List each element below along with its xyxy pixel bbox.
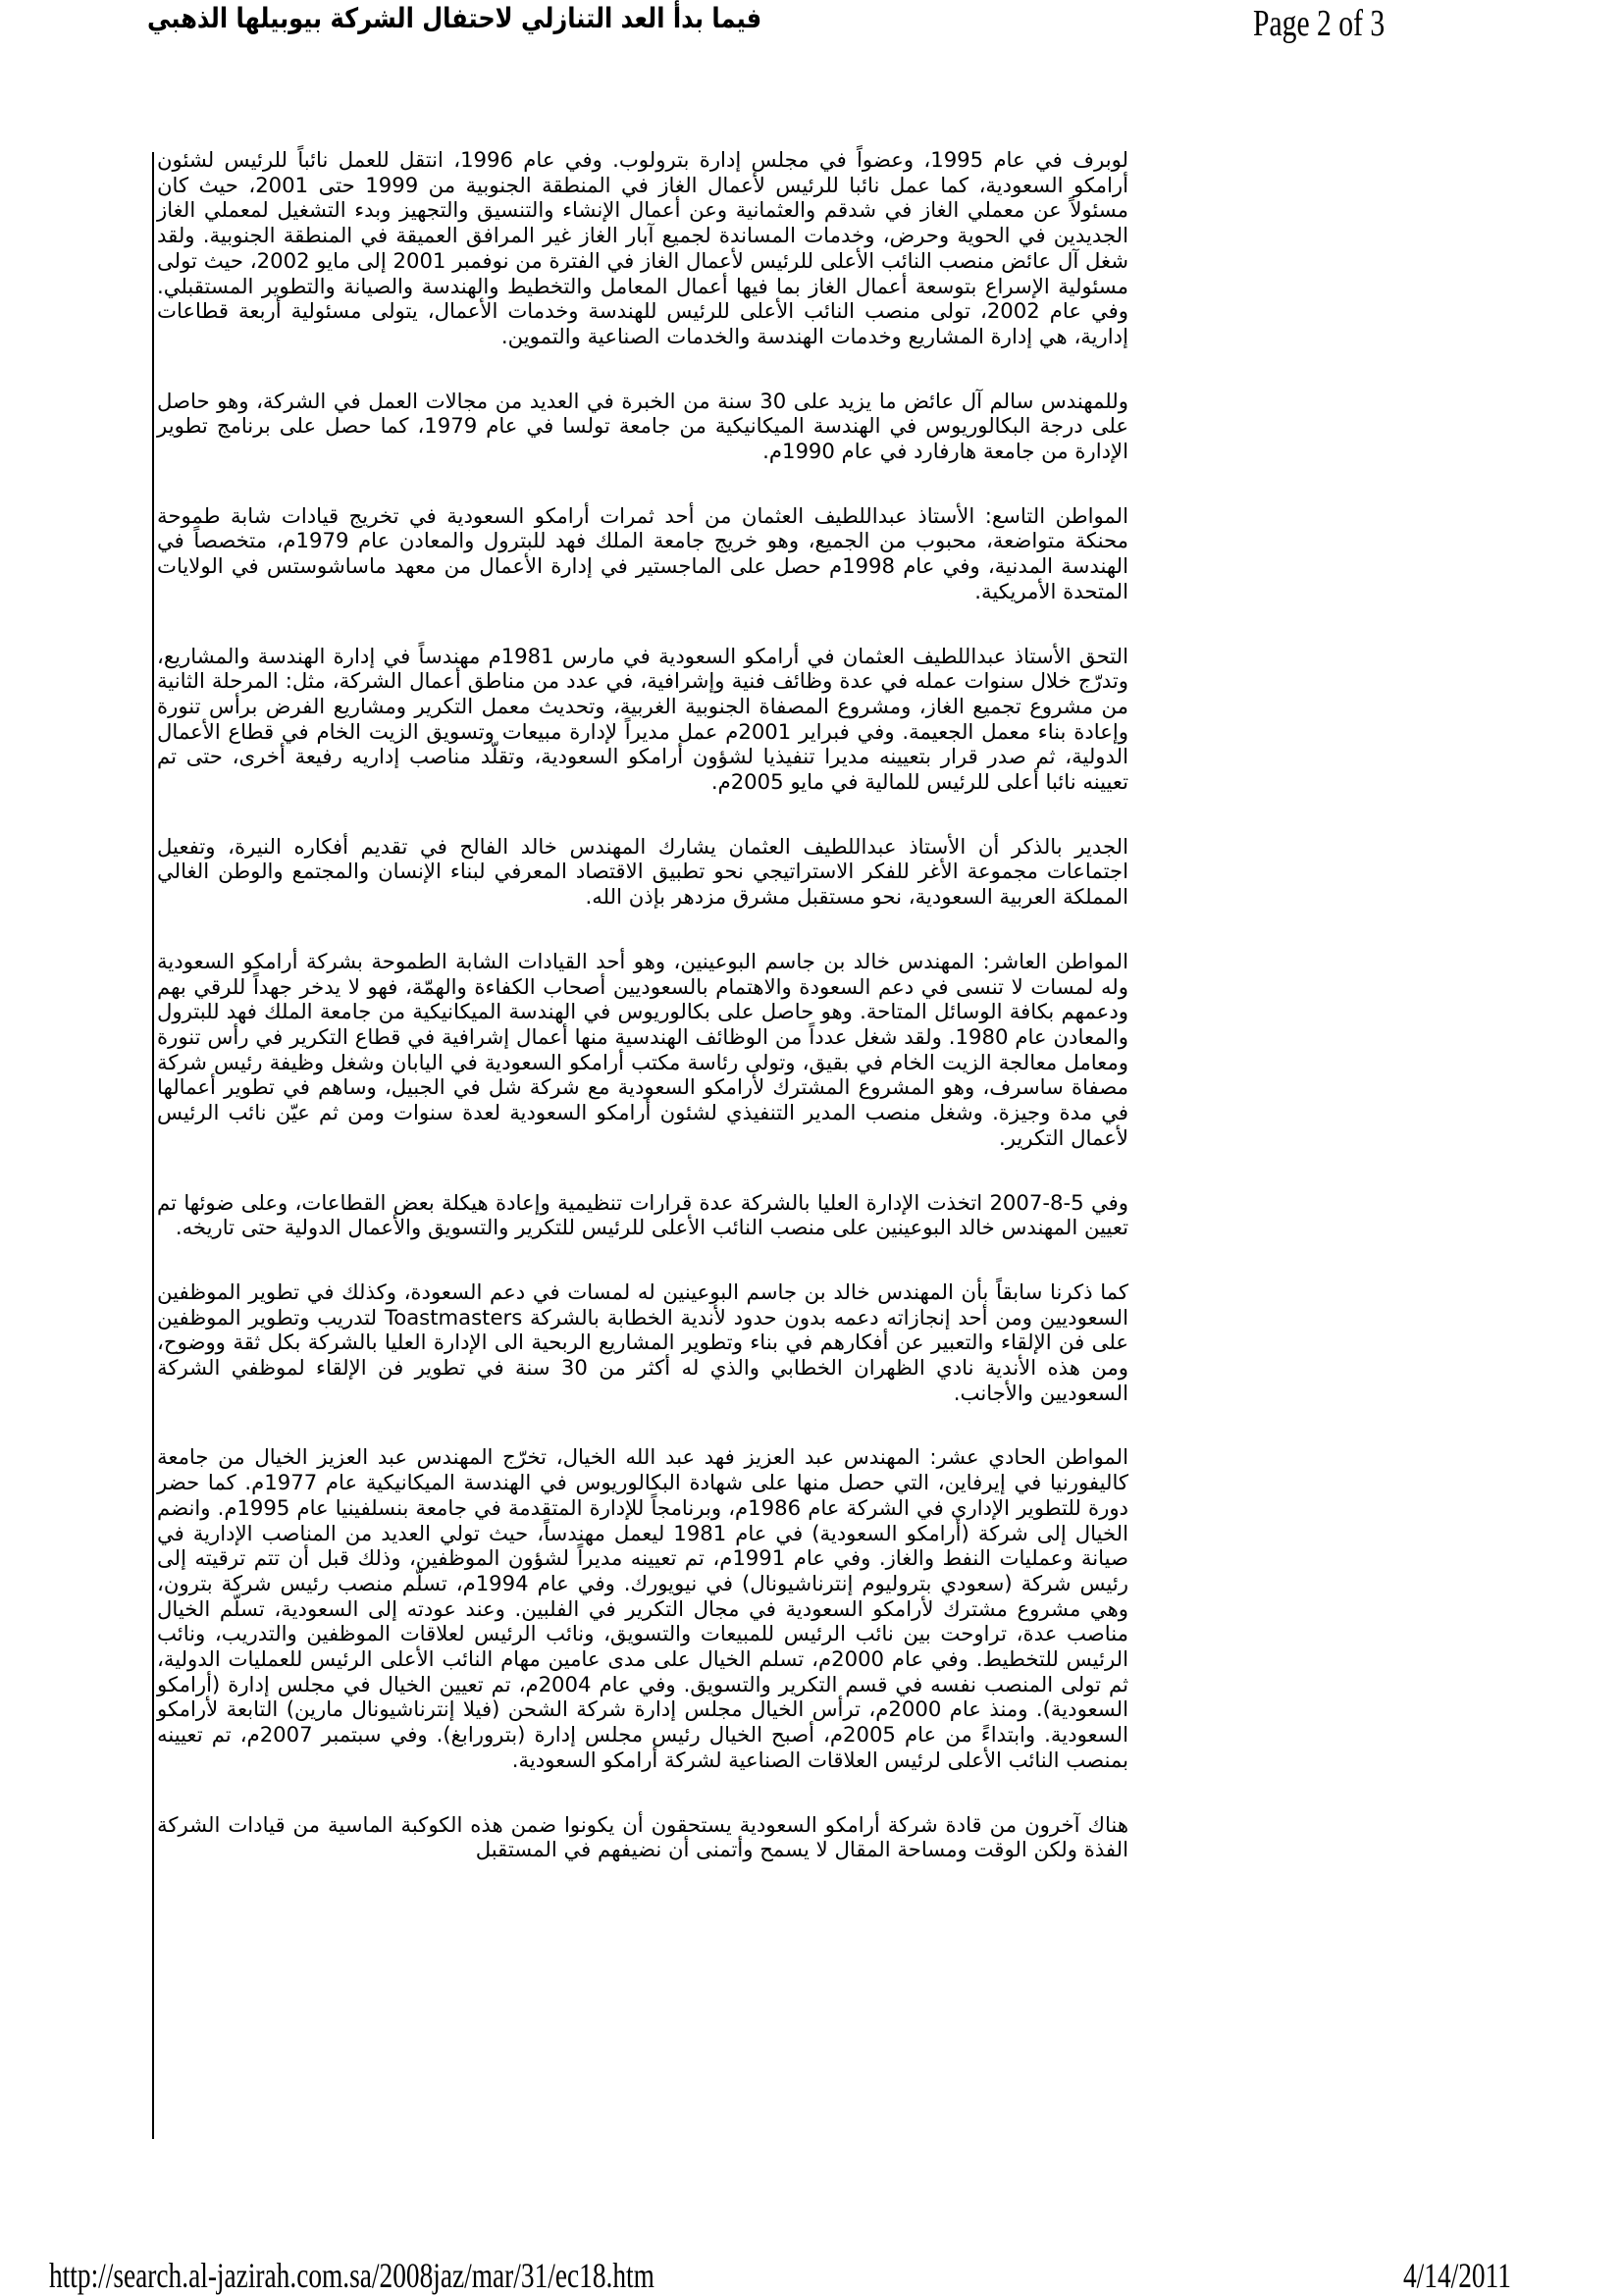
footer-url: http://search.al-jazirah.com.sa/2008jaz/mar/31/ec18.htm	[49, 2256, 654, 2295]
article-paragraph: المواطن العاشر: المهندس خالد بن جاسم البوعينين، وهو أحد القيادات الشابة الطموحة بشركة أرامكو السعودية وله لمسات لا تنسى في دعم السعودة والاهتمام بالسعوديين أصحاب الكفاءة والهمّة، فهو لا يدخر جهداً للرقي بهم ودعمهم بكافة الوسائل المتاحة. وهو حاصل على بكالوريوس في الهندسة الميكانيكية من جامعة الملك فهد للبترول والمعادن عام 1980. ولقد شغل عدداً من الوظائف الهندسية منها أعمال إشرافية في قطاع التكرير في رأس تنورة ومعامل معالجة الزيت الخام في بقيق، وتولى رئاسة مكتب أرامكو السعودية في اليابان وشغل وظيفة رئيس شركة مصفاة ساسرف، وهو المشروع المشترك لأرامكو السعودية مع شركة شل في الجبيل، وساهم في تطوير أعمالها في مدة وجيزة. وشغل منصب المدير التنفيذي لشئون أرامكو السعودية لعدة سنوات ومن ثم عيّن نائب الرئيس لأعمال التكرير.	[157, 948, 1128, 1150]
article-paragraph: وفي 5-8-2007 اتخذت الإدارة العليا بالشركة عدة قرارات تنظيمية وإعادة هيكلة بعض القطاعات، وعلى ضوئها تم تعيين المهندس خالد البوعينين على منصب النائب الأعلى للرئيس للتكرير والتسويق والأعمال الدولية حتى تاريخه.	[157, 1189, 1128, 1240]
article-header-title: فيما بدأ العد التنازلي لاحتفال الشركة بيوبيلها الذهبي	[147, 2, 762, 34]
footer-date: 4/14/2011	[1403, 2256, 1511, 2295]
page-indicator: Page 2 of 3	[1253, 3, 1386, 44]
article-paragraph: المواطن الحادي عشر: المهندس عبد العزيز فهد عبد الله الخيال، تخرّج المهندس عبد العزيز الخيال من جامعة كاليفورنيا في إيرفاين، التي حصل منها على شهادة البكالوريوس في الهندسة الميكانيكية عام 1977م. كما حضر دورة للتطوير الإداري في الشركة عام 1986م، وبرنامجاً للإدارة المتقدمة في جامعة بنسلفينيا عام 1995م. وانضم الخيال إلى شركة (أرامكو السعودية) في عام 1981 ليعمل مهندساً، حيث تولي العديد من المناصب الإدارية في صيانة وعمليات النفط والغاز. وفي عام 1991م، تم تعيينه مديراً لشؤون الموظفين، وذلك قبل أن تتم ترقيته إلى رئيس شركة (سعودي بتروليوم إنترناشيونال) في نيويورك. وفي عام 1994م، تسلّم منصب رئيس شركة بترون، وهي مشروع مشترك لأرامكو السعودية في مجال التكرير في الفلبين. وعند عودته إلى السعودية، تسلّم الخيال مناصب عدة، تراوحت بين نائب الرئيس للمبيعات والتسويق، ونائب الرئيس لعلاقات الموظفين والتدريب، ونائب الرئيس للتخطيط. وفي عام 2000م، تسلم الخيال على مدى عامين مهام النائب الأعلى الرئيس للعمليات الدولية، ثم تولى المنصب نفسه في قسم التكرير والتسويق. وفي عام 2004م، تم تعيين الخيال في مجلس إدارة (أرامكو السعودية). ومنذ عام 2000م، ترأس الخيال مجلس إدارة شركة الشحن (فيلا إنترناشيونال مارين) التابعة لأرامكو السعودية. وابتداءً من عام 2005م، أصبح الخيال رئيس مجلس إدارة (بترورابغ). وفي سبتمبر 2007م، تم تعيينه بمنصب النائب الأعلى لرئيس العلاقات الصناعية لشركة أرامكو السعودية.	[157, 1444, 1129, 1772]
article-paragraph: لوبرف في عام 1995، وعضواً في مجلس إدارة بترولوب. وفي عام 1996، انتقل للعمل نائباً للرئيس لشئون أرامكو السعودية، كما عمل نائبا للرئيس لأعمال الغاز في المنطقة الجنوبية من 1999 حتى 2001، حيث كان مسئولاً عن معملي الغاز في شدقم والعثمانية وعن أعمال الإنشاء والتنسيق والتجهيز وبدء التشغيل لمعملي الغاز الجديدين في الحوية وحرض، وخدمات المساندة لجميع آبار الغاز غير المرافق العميقة في المنطقة الجنوبية. ولقد شغل آل عائض منصب النائب الأعلى للرئيس لأعمال الغاز في الفترة من نوفمبر 2001 إلى مايو 2002، حيث تولى مسئولية الإسراع بتوسعة أعمال الغاز بما فيها أعمال المعامل والتخطيط والهندسة والصيانة والتطوير المستقبلي. وفي عام 2002، تولى منصب النائب الأعلى للرئيس للهندسة وخدمات الأعمال، يتولى مسئولية أربعة قطاعات إدارية، هي إدارة المشاريع وخدمات الهندسة والخدمات الصناعية والتموين.	[157, 147, 1129, 348]
article-body	[157, 147, 1128, 1902]
article-paragraph: كما ذكرنا سابقاً بأن المهندس خالد بن جاسم البوعينين له لمسات في دعم السعودة، وكذلك في تطوير الموظفين السعوديين ومن أحد إنجازاته دعمه بدون حدود لأندية الخطابة بالشركة Toastmasters لتدريب وتطوير الموظفين على فن الإلقاء والتعبير عن أفكارهم في بناء وتطوير المشاريع الربحية الى الإدارة العليا بالشركة بكل ثقة ووضوح، ومن هذه الأندية نادي الظهران الخطابي والذي له أكثر من 30 سنة في تطوير فن الإلقاء لموظفي الشركة السعوديين والأجانب.	[157, 1278, 1129, 1405]
article-paragraph: وللمهندس سالم آل عائض ما يزيد على 30 سنة من الخبرة في العديد من مجالات العمل في الشركة، وهو حاصل على درجة البكالوريوس في الهندسة الميكانيكية من جامعة تولسا في عام 1979، كما حصل على برنامج تطوير الإدارة من جامعة هارفارد في عام 1990م.	[157, 388, 1128, 464]
article-paragraph: هناك آخرون من قادة شركة أرامكو السعودية يستحقون أن يكونوا ضمن هذه الكوكبة الماسية من قيادات الشركة الفذة ولكن الوقت ومساحة المقال لا يسمح وأتمنى أن نضيفهم في المستقبل	[157, 1811, 1128, 1862]
article-paragraph: المواطن التاسع: الأستاذ عبداللطيف العثمان من أحد ثمرات أرامكو السعودية في تخريج قيادات شابة طموحة محنكة متواضعة، محبوب من الجميع، وهو خريج جامعة الملك فهد للبترول والمعادن عام 1979م، متخصصاً في الهندسة المدنية، وفي عام 1998م حصل على الماجستير في إدارة الأعمال من معهد ماساشوستس في الولايات المتحدة الأمريكية.	[157, 502, 1128, 603]
article-paragraph: الجدير بالذكر أن الأستاذ عبداللطيف العثمان يشارك المهندس خالد الفالح في تقديم أفكاره النيرة، وتفعيل اجتماعات مجموعة الأغر للفكر الاستراتيجي نحو تطبيق الاقتصاد المعرفي لبناء الإنسان والمجتمع والوطن الغالي المملكة العربية السعودية، نحو مستقبل مشرق مزدهر بإذن الله.	[157, 833, 1128, 910]
article-paragraph: التحق الأستاذ عبداللطيف العثمان في أرامكو السعودية في مارس 1981م مهندساً في إدارة الهندسة والمشاريع، وتدرّج خلال سنوات عمله في عدة وظائف فنية وإشرافية، في عدد من مناطق أعمال الشركة، مثل: المرحلة الثانية من مشروع تجميع الغاز، ومشروع المصفاة الجنوبية الغربية، وتحديث معمل التكرير ومشاريع الفرض برأس تنورة وإعادة بناء معمل الجعيمة. وفي فبراير 2001م عمل مديراً لإدارة مبيعات وتسويق الزيت الخام في قطاع الأعمال الدولية، ثم صدر قرار بتعيينه مديرا تنفيذيا لشؤون أرامكو السعودية، وتقلّد مناصب إداريه رفيعة أخرى، حتى تم تعيينه نائبا أعلى للرئيس للمالية في مايو 2005م.	[157, 643, 1128, 795]
left-margin-rule	[152, 152, 154, 2139]
